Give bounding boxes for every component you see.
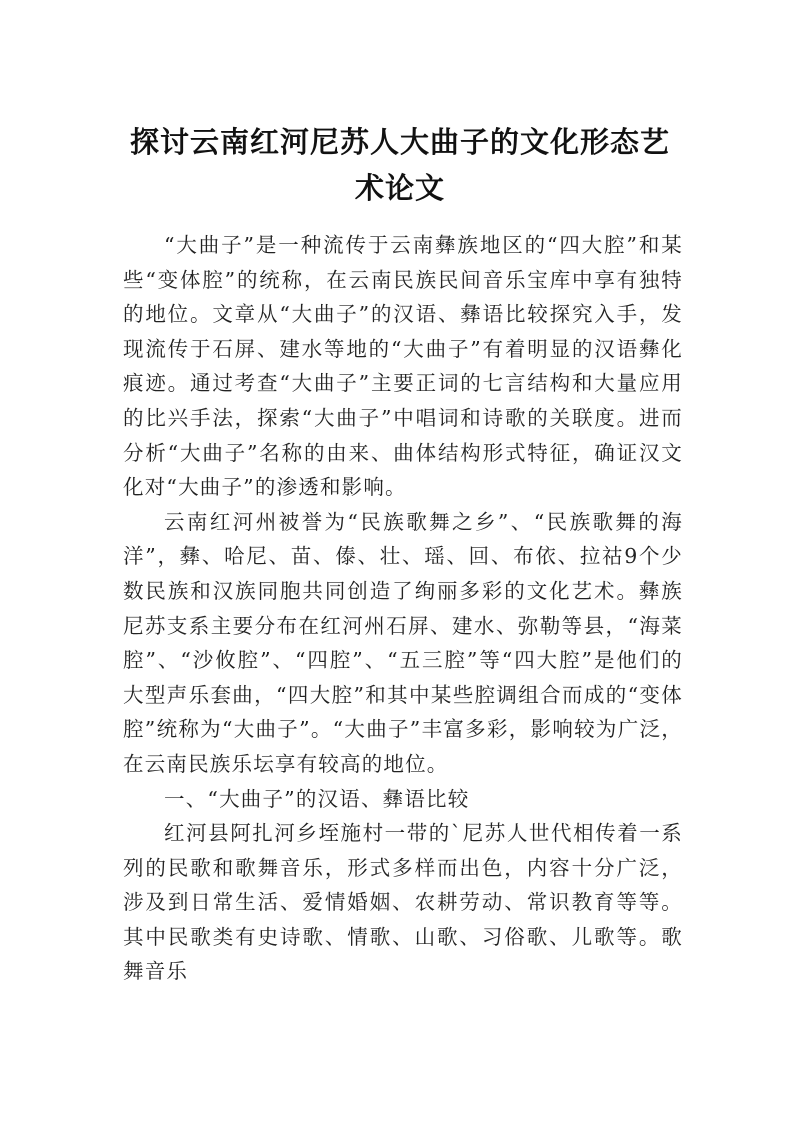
section-heading: 一、“大曲子”的汉语、彝语比较 xyxy=(164,786,470,811)
document-title xyxy=(120,119,680,211)
paragraph-section-1: 红河县阿扎河乡垤施村一带的`尼苏人世代相传着一系列的民歌和歌舞音乐，形式多样而出色，内容十分广泛，涉及到日常生活、爱情婚姻、农耕劳动、常识教育等等。其中民歌类有史诗歌、情歌、山歌、习俗歌、儿歌等。歌舞音乐 xyxy=(123,821,683,984)
paragraph-intro: 云南红河州被誉为“民族歌舞之乡”、“民族歌舞的海洋”，彝、哈尼、苗、傣、壮、瑶、回、布依、拉祜9个少数民族和汉族同胞共同创造了绚丽多彩的文化艺术。彝族尼苏支系主要分布在红河州石屏、建水、弥勒等县，“海菜腔”、“沙攸腔”、“四腔”、“五三腔”等“四大腔”是他们的大型声乐套曲，“四大腔”和其中某些腔调组合而成的“变体腔”统称为“大曲子”。“大曲子”丰富多彩，影响较为广泛，在云南民族乐坛享有较高的地位。 xyxy=(123,509,683,776)
paragraph-abstract: “大曲子”是一种流传于云南彝族地区的“四大腔”和某些“变体腔”的统称，在云南民族民间音乐宝库中享有独特的地位。文章从“大曲子”的汉语、彝语比较探究入手，发现流传于石屏、建水等地的“大曲子”有着明显的汉语彝化痕迹。通过考查“大曲子”主要正词的七言结构和大量应用的比兴手法，探索“大曲子”中唱词和诗歌的关联度。进而分析“大曲子”名称的由来、曲体结构形式特征，确证汉文化对“大曲子”的渗透和影响。 xyxy=(123,233,683,500)
title-line-2: 术论文 xyxy=(354,171,445,206)
document-body xyxy=(123,228,683,989)
title-line-1: 探讨云南红河尼苏人大曲子的文化形态艺 xyxy=(129,125,670,160)
